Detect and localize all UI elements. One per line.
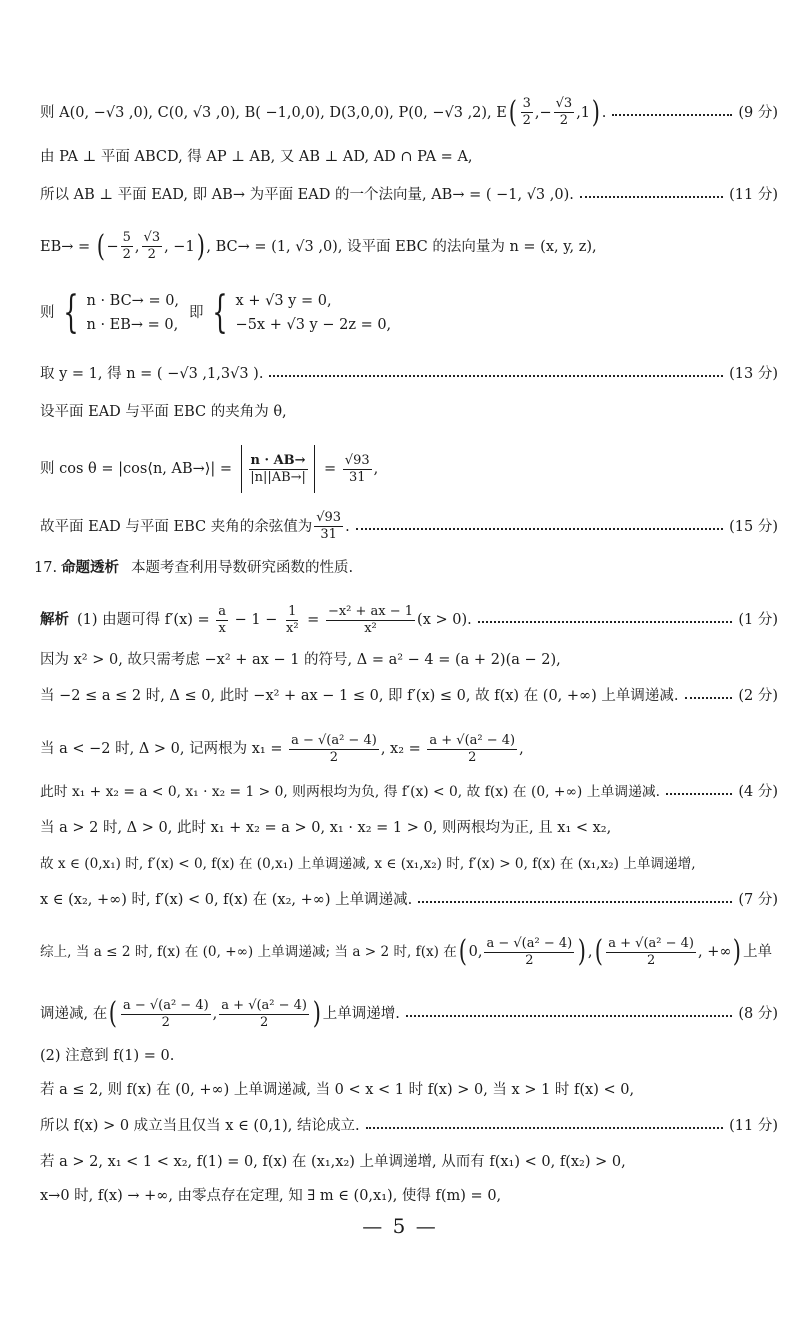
dot-leader <box>666 793 732 795</box>
line-decreasing-tail: x ∈ (x₂, +∞) 时, f′(x) < 0, f(x) 在 (x₂, +∞) 上单调递减. (7 分) <box>40 892 778 908</box>
left-brace: { <box>62 287 79 338</box>
line-normal-vector-ead: 所以 AB ⊥ 平面 EAD, 即 AB→ 为平面 EAD 的一个法向量, AB→ = ( −1, √3 ,0). (11 分) <box>40 187 778 203</box>
system-left: n · BC→ = 0, n · EB→ = 0, <box>86 293 180 333</box>
fraction: $\frac{√93}{31}$ <box>344 452 370 485</box>
fraction: $\frac{√3}{2}$ <box>143 230 161 262</box>
line-part-2-conclusion: 所以 f(x) > 0 成立当且仅当 x ∈ (0,1), 结论成立. (11 分) <box>40 1118 778 1134</box>
fraction: $\frac{√3}{2}$ <box>555 96 573 128</box>
score-label: (13 分) <box>729 366 778 382</box>
system-right: x + √3 y = 0, −5x + √3 y − 2z = 0, <box>235 293 392 333</box>
line-case-small-a: 当 −2 ≤ a ≤ 2 时, Δ ≤ 0, 此时 −x² + ax − 1 ≤ 0, 即 f′(x) ≤ 0, 故 f(x) 在 (0, +∞) 上单调递减. (2 分) <box>40 688 778 704</box>
fraction: $\frac{n \cdot AB\to}{|n||AB\to|}$ <box>250 452 306 485</box>
fraction: $\frac{\text{a + √(a² − 4)}}{2}$ <box>429 732 516 765</box>
dot-leader <box>356 528 723 530</box>
line-roots: 当 a < −2 时, Δ > 0, 记两根为 x₁ = $\frac{\text{a − √(a² − 4)}}{2}$ , x₂ = $\frac{\text{a + √(a² − 4)}}{2}$ , <box>40 732 524 765</box>
score-label: (15 分) <box>729 518 778 535</box>
line-negative-roots: 此时 x₁ + x₂ = a < 0, x₁ · x₂ = 1 > 0, 则两根均为负, 得 f′(x) < 0, 故 f(x) 在 (0, +∞) 上单调递减. (4 分) <box>40 784 778 800</box>
fraction: $\frac{3}{2}$ <box>522 96 531 128</box>
fraction: $\frac{√93}{31}$ <box>316 510 342 542</box>
line-cosine-calculation: 则 cos θ = |cos⟨n, AB→⟩| = $\frac{n \cdot AB\to}{|n||AB\to|}$ = $\frac{√93}{31}$ , <box>40 444 778 494</box>
score-label: (4 分) <box>738 784 778 800</box>
fraction: $\frac{1}{\text{x²}}$ <box>286 603 299 636</box>
line-equation-system: 则 { n · BC→ = 0, n · EB→ = 0, 即 { x + √3 y = 0, −5x + √3 y − 2z = 0, <box>40 287 392 338</box>
line-zero-existence: x→0 时, f(x) → +∞, 由零点存在定理, 知 ∃ m ∈ (0,x₁), 使得 f(m) = 0, <box>40 1188 502 1204</box>
line-summary-continued: 调递减, 在 ( $\frac{\text{a − √(a² − 4)}}{2}$ , $\frac{\text{a + √(a² − 4)}}{2}$ ) 上单调递增. (8 分) <box>40 996 778 1031</box>
score-label: (1 分) <box>738 612 778 628</box>
fraction: $\frac{\text{a − √(a² − 4)}}{2}$ <box>122 997 209 1030</box>
line-vectors-eb-bc: EB→ = ( − $\frac{5}{2}$ , $\frac{√3}{2}$ , −1 ) , BC→ = (1, √3 ,0), 设平面 EBC 的法向量为 n = (x, y, z), <box>40 228 597 264</box>
dot-leader <box>366 1127 724 1129</box>
score-label: (11 分) <box>729 187 778 203</box>
line-part-2-case-2: 若 a > 2, x₁ < 1 < x₂, f(1) = 0, f(x) 在 (x₁,x₂) 上单调递增, 从而有 f(x₁) < 0, f(x₂) > 0, <box>40 1154 626 1170</box>
fraction: $\frac{a}{x}$ <box>218 603 227 636</box>
line-part-2-start: (2) 注意到 f(1) = 0. <box>40 1048 175 1064</box>
fraction: $\frac{5}{2}$ <box>122 230 131 262</box>
dot-leader <box>612 114 732 116</box>
fraction: $\frac{\text{a + √(a² − 4)}}{2}$ <box>221 997 308 1030</box>
dot-leader <box>580 196 723 198</box>
score-label: (2 分) <box>738 688 778 704</box>
line-cosine-conclusion: 故平面 EAD 与平面 EBC 夹角的余弦值为 $\frac{√93}{31}$ . (15 分) <box>40 510 778 542</box>
fraction: $\frac{\text{a − √(a² − 4)}}{2}$ <box>486 935 573 968</box>
line-discriminant: 因为 x² > 0, 故只需考虑 −x² + ax − 1 的符号, Δ = a² − 4 = (a + 2)(a − 2), <box>40 652 561 668</box>
score-label: (9 分) <box>738 104 778 121</box>
line-summary: 综上, 当 a ≤ 2 时, f(x) 在 (0, +∞) 上单调递减; 当 a > 2 时, f(x) 在 ( 0, $\frac{\text{a − √(a² − 4)}}{2}$ ) , ( $\frac{\text{a + √(a² − 4)}}{2}$ , +∞ ) 上单 <box>40 934 773 969</box>
fraction: $\frac{\text{a + √(a² − 4)}}{2}$ <box>608 935 694 968</box>
dot-leader <box>478 621 733 623</box>
fraction: $\frac{\text{a − √(a² − 4)}}{2}$ <box>291 732 377 765</box>
score-label: (7 分) <box>738 892 778 908</box>
line-part-2-case-1: 若 a ≤ 2, 则 f(x) 在 (0, +∞) 上单调递减, 当 0 < x < 1 时 f(x) > 0, 当 x > 1 时 f(x) < 0, <box>40 1082 635 1098</box>
score-label: (8 分) <box>738 1006 778 1022</box>
left-brace: { <box>211 287 228 338</box>
line-angle-definition: 设平面 EAD 与平面 EBC 的夹角为 θ, <box>40 404 287 420</box>
section-label: 解析 <box>40 611 69 628</box>
line-point-coordinates: 则 A(0, −√3 ,0), C(0, √3 ,0), B( −1,0,0), D(3,0,0), P(0, −√3 ,2), E ( $\frac{3}{2}$ ,− $\frac{√3}{2}$ ,1 ) . (9 分) <box>40 94 778 130</box>
fraction: $\frac{\text{−x² + ax − 1}}{\text{x²}}$ <box>327 603 414 636</box>
line-case-large-a: 当 a > 2 时, Δ > 0, 此时 x₁ + x₂ = a > 0, x₁ · x₂ = 1 > 0, 则两根均为正, 且 x₁ < x₂, <box>40 820 612 836</box>
line-monotonic-intervals: 故 x ∈ (0,x₁) 时, f′(x) < 0, f(x) 在 (0,x₁) 上单调递减, x ∈ (x₁,x₂) 时, f′(x) > 0, f(x) 在 (x₁,x₂) 上单调递增, <box>40 856 696 872</box>
dot-leader <box>406 1015 733 1017</box>
line-derivative: 解析 (1) 由题可得 f′(x) = $\frac{a}{x}$ − 1 − $\frac{1}{\text{x²}}$ = $\frac{\text{−x² + ax − 1}}{\text{x²}}$ (x > 0). (1 分) <box>40 603 778 636</box>
line-perpendicular-reasoning: 由 PA ⊥ 平面 ABCD, 得 AP ⊥ AB, 又 AB ⊥ AD, AD ∩ PA = A, <box>40 149 473 165</box>
section-label: 命题透析 <box>61 559 120 576</box>
problem-17-header: 17. 命题透析 本题考查利用导数研究函数的性质. <box>34 559 354 576</box>
dot-leader <box>418 901 732 903</box>
score-label: (11 分) <box>729 1118 778 1134</box>
page-number: — 5 — <box>362 1214 438 1238</box>
dot-leader <box>269 375 723 377</box>
dot-leader <box>685 697 733 699</box>
line-normal-vector-n: 取 y = 1, 得 n = ( −√3 ,1,3√3 ). (13 分) <box>40 366 778 382</box>
